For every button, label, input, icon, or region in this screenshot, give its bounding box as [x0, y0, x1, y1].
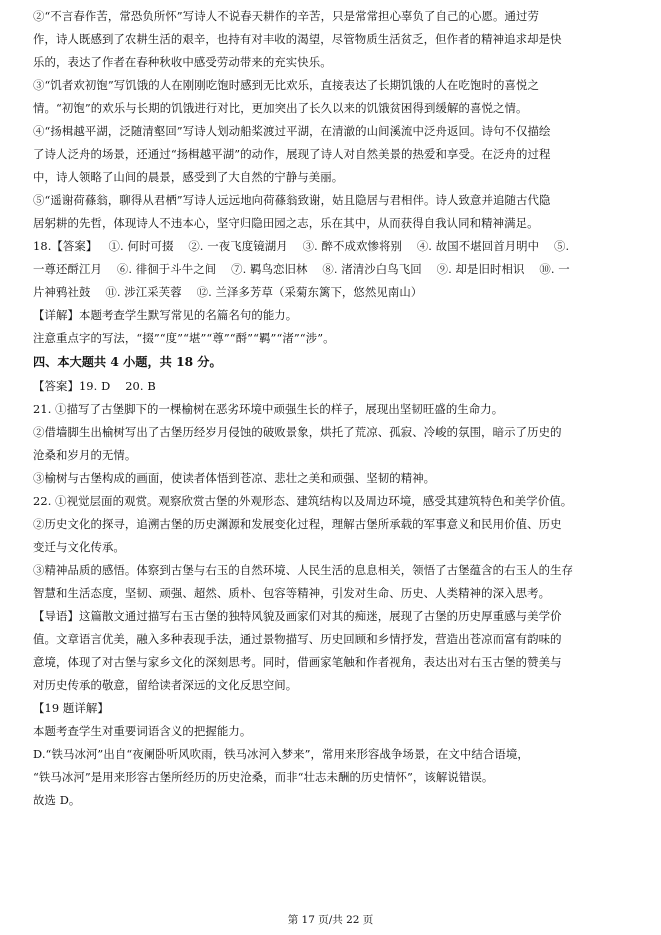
- answer-line: 片神鸦社鼓 ⑪. 涉江采芙蓉 ⑫. 兰泽多芳草（采菊东篱下，悠然见南山）: [33, 285, 423, 299]
- text-line: 【导语】这篇散文通过描写右玉古堡的独特风貌及画家们对其的痴迷，展现了古堡的历史厚重感与美学价: [33, 609, 562, 623]
- text-line: 变迁与文化传承。: [33, 540, 125, 554]
- text-line: 【详解】本题考查学生默写常见的名篇名句的能力。: [33, 308, 298, 322]
- text-line: 注意重点字的写法，“掇”“度”“堪”“尊”“酹”“羁”“渚”“涉”。: [33, 331, 335, 345]
- text-line: 意境，体现了对古堡与家乡文化的深刻思考。同时，借画家笔触和作者视角，表达出对右玉古堡的赞美与: [33, 655, 562, 669]
- text-line: ③榆树与古堡构成的画面，使读者体悟到苍凉、悲壮之美和顽强、坚韧的精神。: [33, 471, 436, 485]
- answer-line: 【答案】19. D 20. B: [33, 379, 156, 393]
- text-line: ②历史文化的探寻，追溯古堡的历史渊源和发展变化过程，理解古堡所承载的军事意义和民用价值、历史: [33, 517, 562, 531]
- page-number-footer: 第 17 页/共 22 页: [287, 914, 374, 926]
- text-line: 智慧和生活态度，坚韧、顽强、超然、质朴、包容等精神，引发对生命、历史、人类精神的深入思考。: [33, 586, 551, 600]
- text-line: ②借墙脚生出榆树写出了古堡历经岁月侵蚀的破败景象，烘托了荒凉、孤寂、冷峻的氛围，暗示了历史的: [33, 425, 562, 439]
- answer-line: 18.【答案】 ①. 何时可掇 ②. 一夜飞度镜湖月 ③. 醉不成欢惨将别 ④. 故国不堪回首月明中 ⑤.: [33, 239, 570, 253]
- text-line: 中，诗人领略了山间的晨景，感受到了大自然的宁静与美丽。: [33, 170, 344, 184]
- text-line: ③“饥者欢初饱”写饥饿的人在刚刚吃饱时感到无比欢乐，直接表达了长期饥饿的人在吃饱时的喜悦之: [33, 78, 539, 92]
- text-line: 【19 题详解】: [33, 701, 109, 715]
- text-line: 居躬耕的先哲，体现诗人不违本心，坚守归隐田园之志，乐在其中，从而获得自我认同和精神满足。: [33, 216, 539, 230]
- text-line: 沧桑和岁月的无情。: [33, 448, 137, 462]
- text-line: ③精神品质的感悟。体察到古堡与右玉的自然环境、人民生活的息息相关，领悟了古堡蕴含的右玉人的生存: [33, 563, 574, 577]
- section-heading: 四、本大题共 4 小题，共 18 分。: [33, 355, 222, 369]
- text-line: “铁马冰河”是用来形容古堡所经历的历史沧桑，而非“壮志未酬的历史情怀”，该解说错误。: [33, 770, 494, 784]
- text-line: 21. ①描写了古堡脚下的一棵榆树在恶劣环境中顽强生长的样子，展现出坚韧旺盛的生命力。: [33, 402, 504, 416]
- text-line: 22. ①视觉层面的观赏。观察欣赏古堡的外观形态、建筑结构以及周边环境，感受其建筑特色和美学价值。: [33, 494, 573, 508]
- text-line: 情。“初饱”的欢乐与长期的饥饿进行对比，更加突出了长久以来的饥饿贫困得到缓解的喜悦之情。: [33, 101, 528, 115]
- text-line: 值。文章语言优美，融入多种表现手法，通过景物描写、历史回顾和乡情抒发，营造出苍凉而富有韵味的: [33, 632, 562, 646]
- text-line: ⑤“遥谢荷蓧翁，聊得从君栖”写诗人远远地向荷蓧翁致谢，姑且隐居与君相伴。诗人致意并追随古代隐: [33, 193, 551, 207]
- answer-line: 一尊还酹江月 ⑥. 徘徊于斗牛之间 ⑦. 羁鸟恋旧林 ⑧. 渚清沙白鸟飞回 ⑨. 却是旧时相识 ⑩. 一: [33, 262, 570, 276]
- text-line: 对历史传承的敬意，留给读者深远的文化反思空间。: [33, 678, 298, 692]
- text-line: ②“不言春作苦，常恐负所怀”写诗人不说春天耕作的辛苦，只是常常担心辜负了自己的心愿。通过劳: [33, 9, 539, 23]
- text-line: 故选 D。: [33, 793, 81, 807]
- page-content: [33, 5, 633, 812]
- text-line: 作，诗人既感到了农耕生活的艰辛，也持有对丰收的渴望，尽管物质生活贫乏，但作者的精神追求却是快: [33, 32, 562, 46]
- text-line: 本题考查学生对重要词语含义的把握能力。: [33, 724, 252, 738]
- text-line: 了诗人泛舟的场景，还通过“扬楫越平湖”的动作，展现了诗人对自然美景的热爱和享受。在泛舟的过程: [33, 147, 551, 161]
- text-line: 乐的，表达了作者在春种秋收中感受劳动带来的充实快乐。: [33, 55, 332, 69]
- text-line: ④“扬楫越平湖，泛随清壑回”写诗人划动船桨渡过平湖，在清澈的山间溪流中泛舟返回。诗句不仅描绘: [33, 124, 551, 138]
- text-line: D.“铁马冰河”出自“夜阑卧听风吹雨，铁马冰河入梦来”，常用来形容战争场景，在文中结合语境，: [33, 747, 529, 761]
